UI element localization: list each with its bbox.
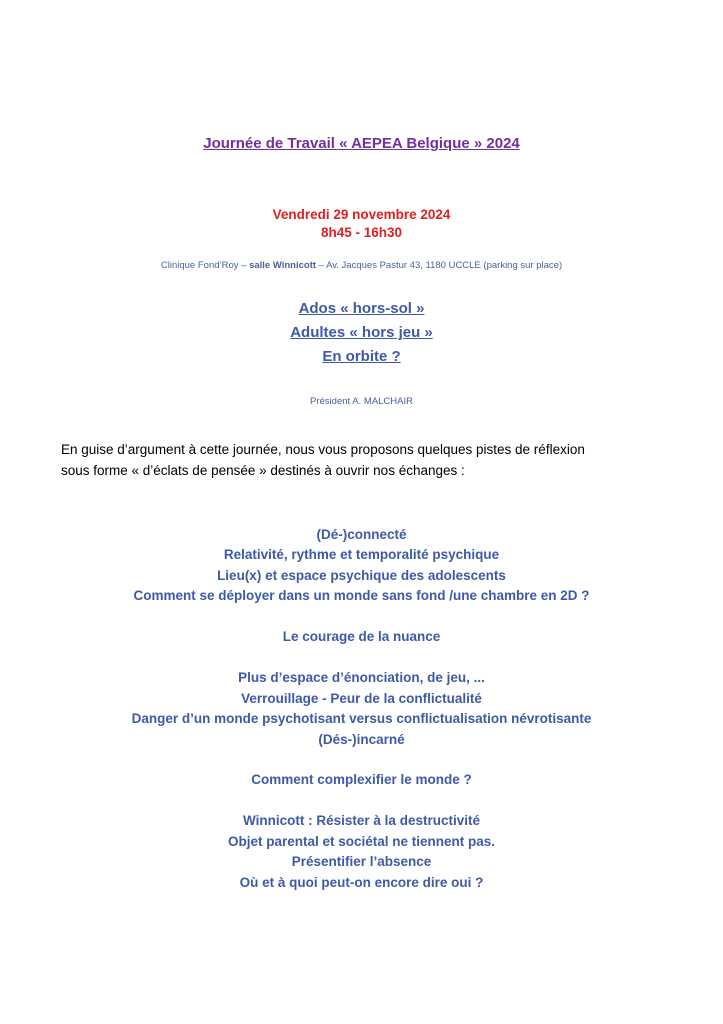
eclat-line: (Dés-)incarné [318, 732, 405, 747]
argument-paragraph-line: sous forme « d’éclats de pensée » destinés à ouvrir nos échanges : [61, 463, 465, 478]
event-date: Vendredi 29 novembre 2024 [272, 207, 451, 222]
eclat-line: Objet parental et sociétal ne tiennent pas. [227, 834, 496, 849]
eclat-line: Présentifier l’absence [291, 854, 432, 869]
theme-line: Ados « hors-sol » [298, 300, 425, 317]
event-location [0, 260, 723, 271]
theme-line: En orbite ? [322, 348, 401, 365]
argument-paragraph-line: En guise d’argument à cette journée, nous vous proposons quelques pistes de réflexion [61, 442, 585, 457]
eclat-line: Winnicott : Résister à la destructivité [243, 813, 480, 828]
location-prefix: Clinique Fond’Roy – [160, 260, 250, 271]
eclat-line: Lieu(x) et espace psychique des adolescents [217, 568, 506, 583]
eclat-line: Comment complexifier le monde ? [251, 772, 472, 787]
eclat-line: (Dé-)connecté [316, 527, 407, 542]
eclat-line: Où et à quoi peut-on encore dire oui ? [239, 875, 484, 890]
eclat-line: Plus d’espace d’énonciation, de jeu, ... [238, 670, 485, 685]
eclat-line: Le courage de la nuance [282, 629, 441, 644]
eclat-line: Comment se déployer dans un monde sans fond /une chambre en 2D ? [133, 588, 590, 603]
president-name: Président A. MALCHAIR [310, 396, 413, 407]
event-time: 8h45 - 16h30 [320, 225, 403, 240]
eclat-line: Verrouillage - Peur de la conflictualité [241, 691, 482, 706]
eclat-line: Relativité, rythme et temporalité psychique [223, 547, 500, 562]
location-suffix: – Av. Jacques Pastur 43, 1180 UCCLE (parking sur place) [316, 260, 563, 271]
page-title: Journée de Travail « AEPEA Belgique » 2024 [203, 135, 520, 152]
theme-line: Adultes « hors jeu » [290, 324, 433, 341]
eclat-line: Danger d’un monde psychotisant versus conflictualisation névrotisante [131, 711, 592, 726]
location-room: salle Winnicott [249, 260, 317, 271]
